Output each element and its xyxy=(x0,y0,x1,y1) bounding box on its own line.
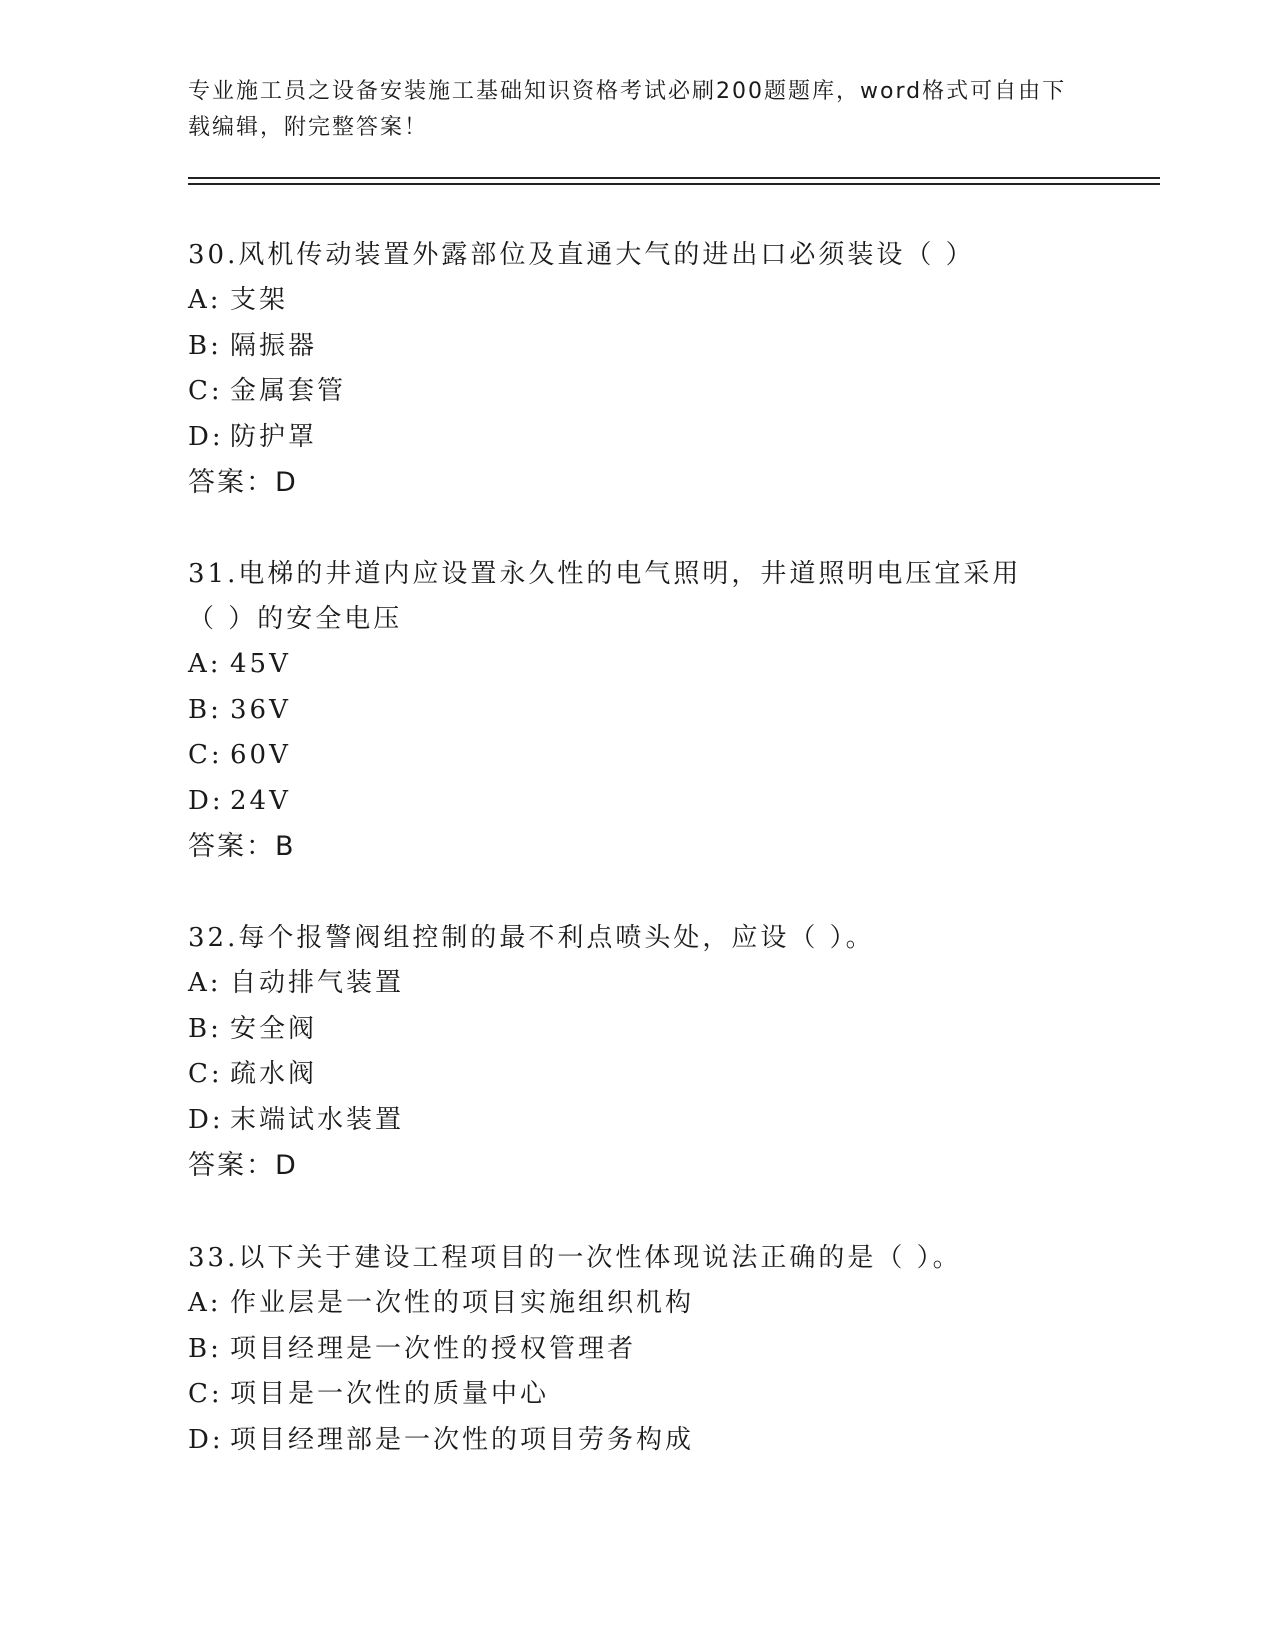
option-b xyxy=(188,688,1088,734)
option-text: 自动排气装置 xyxy=(230,968,405,998)
answer-line: 答案：B xyxy=(188,831,296,862)
option-text: 项目经理是一次性的授权管理者 xyxy=(230,1333,637,1364)
option-b xyxy=(188,1327,1088,1373)
option-text: 24V xyxy=(230,785,291,816)
option-text: 防护罩 xyxy=(230,421,318,452)
option-letter: C: xyxy=(188,740,223,770)
header-rule-top xyxy=(188,177,1160,179)
question-stem: 32.每个报警阀组控制的最不利点喷头处，应设（ ）。 xyxy=(188,923,875,953)
option-letter: B: xyxy=(188,694,222,725)
document-header: 专业施工员之设备安装施工基础知识资格考试必刷200题题库，word格式可自由下载编辑，附完整答案！ xyxy=(188,79,1067,140)
option-letter: A: xyxy=(188,968,222,998)
option-d xyxy=(188,1098,1088,1144)
option-letter: B: xyxy=(188,1333,222,1364)
option-text: 项目是一次性的质量中心 xyxy=(230,1379,550,1409)
option-letter: D: xyxy=(188,1424,224,1455)
option-a xyxy=(188,642,1088,688)
option-letter: C: xyxy=(188,1379,223,1409)
option-c xyxy=(188,733,1088,779)
option-text: 支架 xyxy=(230,285,289,315)
option-letter: A: xyxy=(188,1288,222,1318)
question-31 xyxy=(188,552,1088,870)
option-b xyxy=(188,1007,1088,1053)
option-a xyxy=(188,1281,1088,1327)
option-letter: A: xyxy=(188,285,222,315)
option-text: 36V xyxy=(230,694,291,725)
option-letter: C: xyxy=(188,376,223,406)
option-text: 隔振器 xyxy=(230,330,318,361)
question-33 xyxy=(188,1236,1088,1463)
option-text: 疏水阀 xyxy=(230,1059,318,1089)
option-text: 末端试水装置 xyxy=(230,1104,405,1135)
option-d xyxy=(188,779,1088,825)
option-text: 项目经理部是一次性的项目劳务构成 xyxy=(230,1424,695,1455)
option-letter: C: xyxy=(188,1059,223,1089)
question-30 xyxy=(188,233,1088,506)
question-stem: 33.以下关于建设工程项目的一次性体现说法正确的是（ ）。 xyxy=(188,1243,962,1273)
option-letter: B: xyxy=(188,330,222,361)
option-c xyxy=(188,1052,1088,1098)
option-c xyxy=(188,1372,1088,1418)
option-a xyxy=(188,278,1088,324)
header-rule-bottom xyxy=(188,183,1160,185)
option-letter: D: xyxy=(188,421,224,452)
option-d xyxy=(188,1418,1088,1464)
option-letter: D: xyxy=(188,785,224,816)
option-text: 45V xyxy=(230,649,291,679)
option-d xyxy=(188,415,1088,461)
option-text: 金属套管 xyxy=(230,376,347,406)
option-letter: D: xyxy=(188,1104,224,1135)
option-letter: B: xyxy=(188,1013,222,1044)
option-text: 作业层是一次性的项目实施组织机构 xyxy=(230,1288,695,1318)
option-text: 60V xyxy=(230,740,291,770)
question-stem: 30.风机传动装置外露部位及直通大气的进出口必须装设（ ） xyxy=(188,240,975,270)
option-letter: A: xyxy=(188,649,222,679)
answer-line: 答案：D xyxy=(188,1150,298,1181)
question-32 xyxy=(188,916,1088,1189)
answer-line: 答案：D xyxy=(188,467,298,498)
option-a xyxy=(188,961,1088,1007)
option-text: 安全阀 xyxy=(230,1013,318,1044)
question-stem: 31.电梯的井道内应设置永久性的电气照明，井道照明电压宜采用（ ）的安全电压 xyxy=(188,559,1022,634)
option-c xyxy=(188,369,1088,415)
option-b xyxy=(188,324,1088,370)
